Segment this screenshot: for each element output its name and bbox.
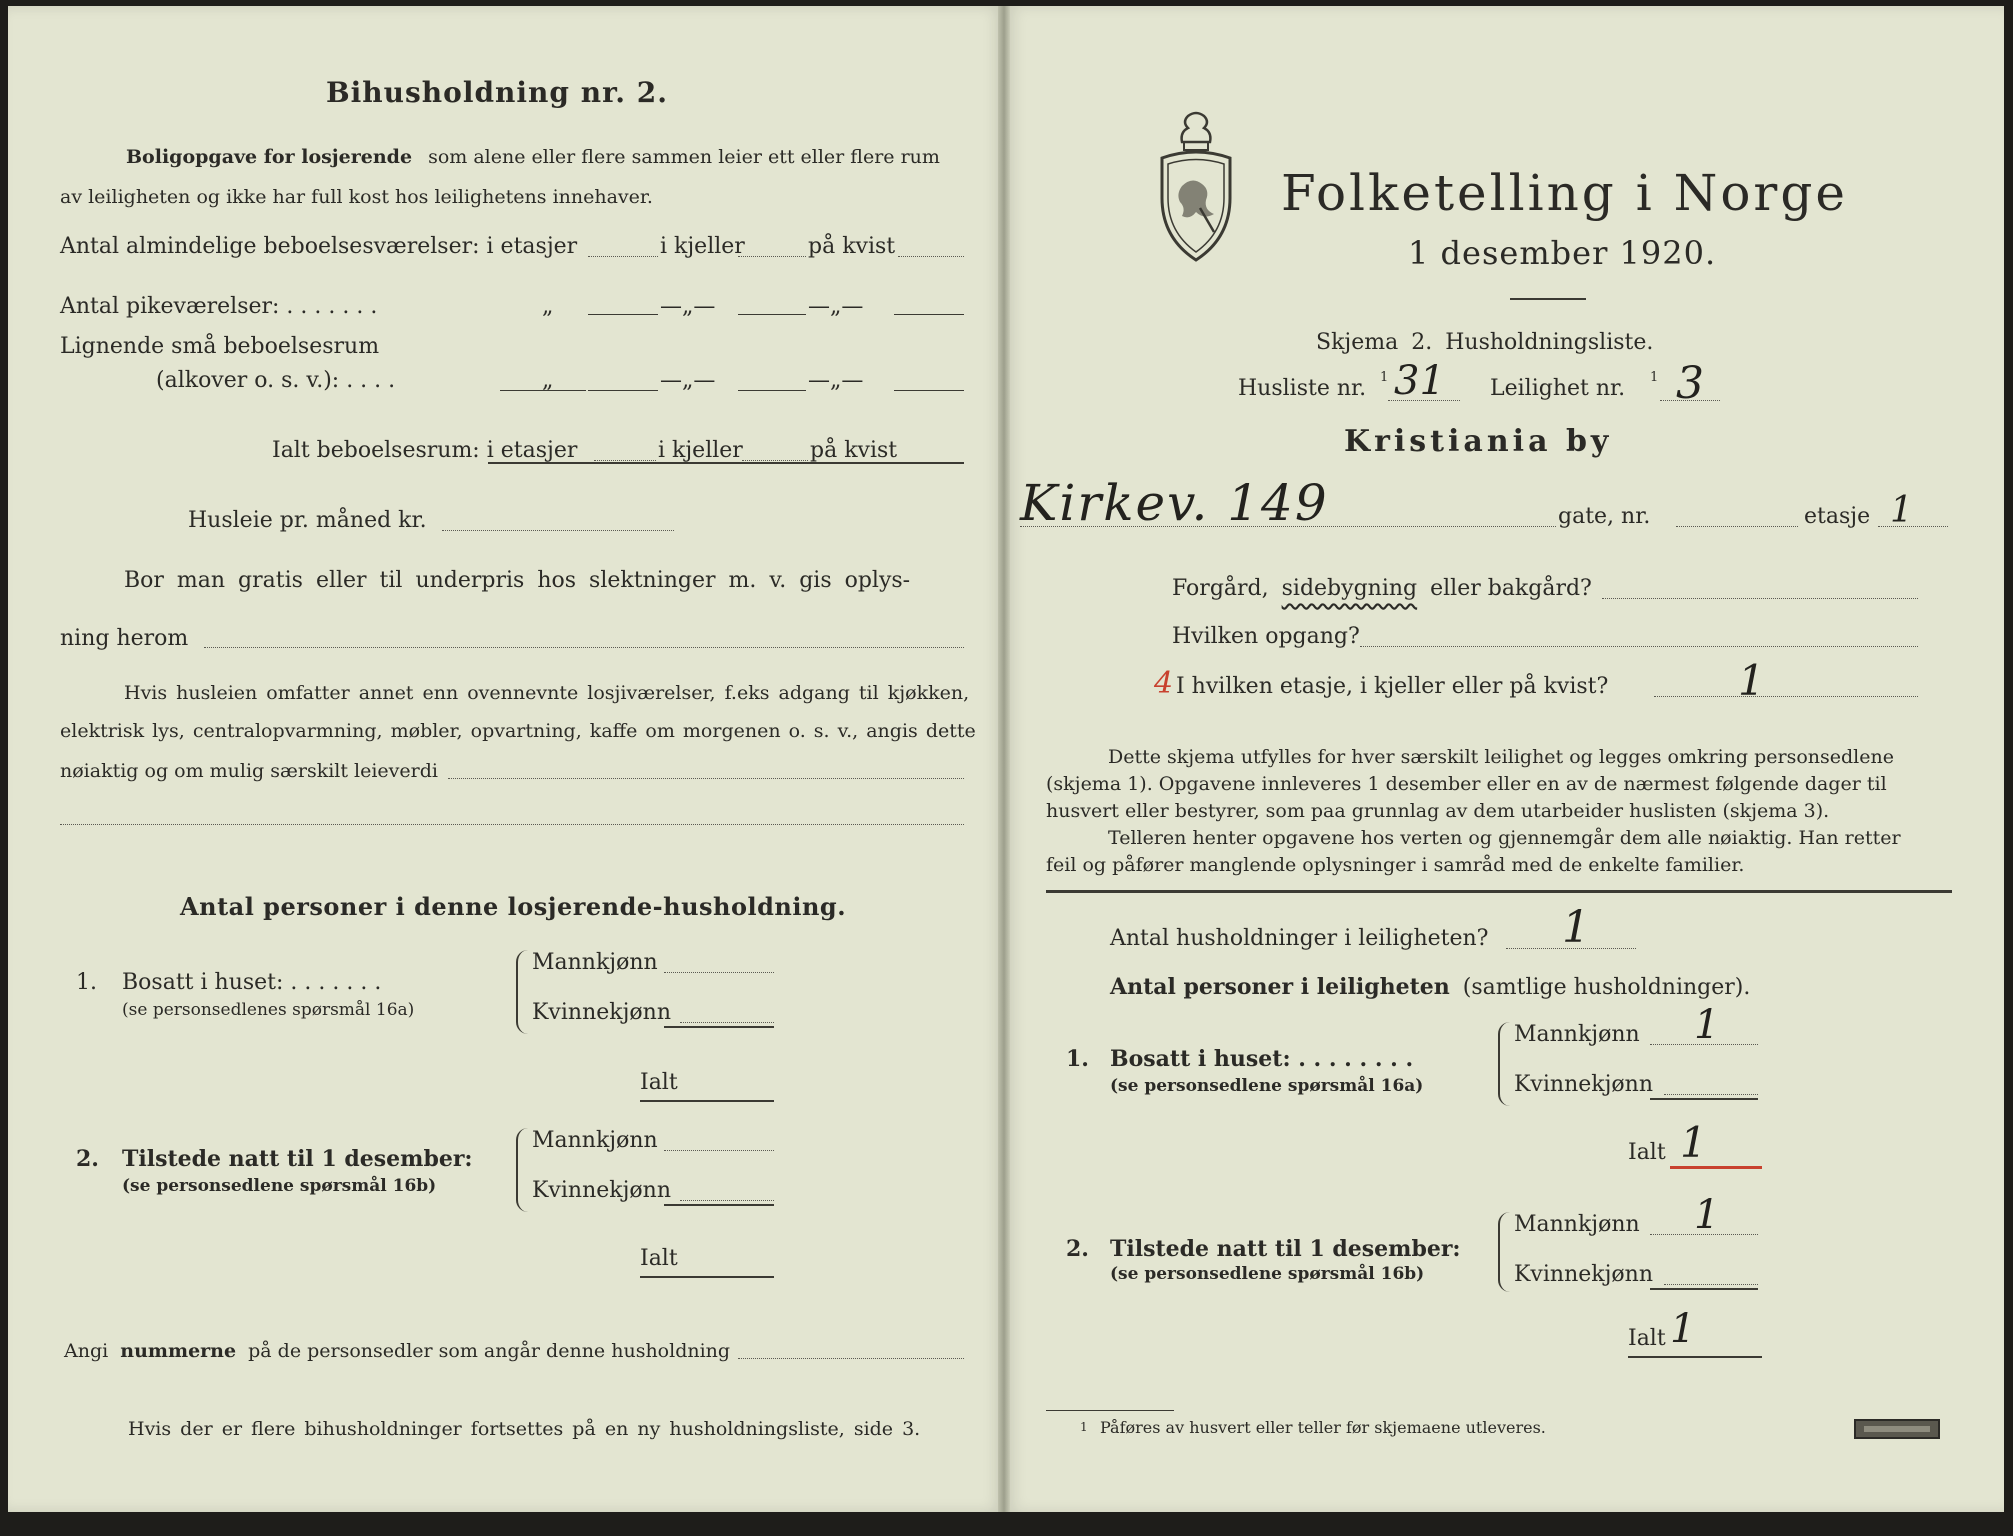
angi-rest: på de personsedler som angår denne husholdning <box>248 1340 731 1362</box>
ditto-dash-2: —„— <box>808 294 864 319</box>
intro-bold: Boligopgave for losjerende <box>126 146 413 168</box>
instructions-divider <box>1046 890 1952 893</box>
norwegian-lion-crest-icon <box>1154 110 1238 264</box>
right-q1-label: Bosatt i huset: . . . . . . . . <box>1110 1046 1414 1072</box>
antal-personer-heading: Antal personer i denne losjerende-husholdning. <box>180 892 847 921</box>
right-q1-mann-value[interactable]: 1 <box>1694 1002 1720 1048</box>
kvist-blank[interactable] <box>898 256 964 257</box>
pike-blank-3[interactable] <box>894 314 964 315</box>
etasje-question-blank[interactable] <box>1654 696 1918 697</box>
center-fold <box>998 6 1010 1512</box>
right-q2-kvinne-blank[interactable] <box>1664 1284 1758 1285</box>
right-q2-mann-blank[interactable] <box>1650 1234 1758 1235</box>
angi-line <box>64 1340 730 1362</box>
hvis-line-3: nøiaktig og om mulig særskilt leieverdi <box>60 760 438 782</box>
right-q1-sum-rule <box>1650 1098 1758 1100</box>
herom-blank[interactable] <box>204 647 964 648</box>
antal-hush-label: Antal husholdninger i leiligheten? <box>1110 926 1489 951</box>
right-q2-mann-value[interactable]: 1 <box>1694 1192 1720 1238</box>
antal-hush-value[interactable]: 1 <box>1562 902 1590 953</box>
forgaard-line <box>1172 576 1592 601</box>
right-q2-ialt: Ialt <box>1628 1326 1666 1351</box>
right-q1-kvinne-blank[interactable] <box>1664 1094 1758 1095</box>
alkover-blank-1[interactable] <box>588 390 658 391</box>
etasje-value[interactable]: 1 <box>1890 490 1913 531</box>
right-q2-kvinne: Kvinnekjønn <box>1514 1262 1653 1287</box>
forgaard-sidebygning[interactable]: sidebygning <box>1281 576 1418 601</box>
antal-hush-blank[interactable] <box>1506 948 1636 949</box>
left-footer: Hvis der er flere bihusholdninger fortsettes på en ny husholdningsliste, side 3. <box>128 1418 921 1440</box>
opgang-label: Hvilken opgang? <box>1172 624 1360 649</box>
right-q1-ialt-red-line[interactable] <box>1670 1166 1762 1169</box>
right-q2-mann: Mannkjønn <box>1514 1212 1640 1237</box>
ditto-dash-4: —„— <box>808 368 864 393</box>
ialt-kjeller-blank[interactable] <box>742 460 808 461</box>
ialt-rum-label: Ialt beboelsesrum: i etasjer <box>272 438 578 463</box>
title-divider <box>1510 298 1586 300</box>
ditto-dash-1: —„— <box>660 294 716 319</box>
right-q1-ialt: Ialt <box>1628 1140 1666 1165</box>
husliste-blank[interactable] <box>1388 400 1460 401</box>
gate-nr-label: gate, nr. <box>1558 504 1651 529</box>
q4-red-mark: 4 <box>1154 666 1174 701</box>
left-q2-sub: (se personsedlene spørsmål 16b) <box>122 1176 437 1196</box>
husholdningsliste-label: Husholdningsliste. <box>1445 330 1654 355</box>
left-q1-mann: Mannkjønn <box>532 950 658 975</box>
leilighet-footnote-mark: 1 <box>1650 370 1659 385</box>
left-q2-ialt: Ialt <box>640 1246 678 1271</box>
right-q1-num: 1. <box>1066 1046 1089 1072</box>
right-q2-ialt-value[interactable]: 1 <box>1670 1306 1696 1352</box>
antal-pers-bold: Antal personer i leiligheten <box>1110 974 1450 1000</box>
left-q2-mann: Mannkjønn <box>532 1128 658 1153</box>
street-blank[interactable] <box>1020 526 1556 527</box>
husliste-label: Husliste nr. <box>1238 376 1367 401</box>
right-q1-kvinne: Kvinnekjønn <box>1514 1072 1653 1097</box>
right-q2-label: Tilstede natt til 1 desember: <box>1110 1236 1461 1262</box>
right-title: Folketelling i Norge <box>1281 164 1848 222</box>
pike-blank-2[interactable] <box>738 314 806 315</box>
city-heading: Kristiania by <box>1344 424 1613 459</box>
street-value[interactable]: Kirkev. 149 <box>1020 474 1329 532</box>
skjema-number: 2. <box>1411 330 1433 355</box>
left-q1-ialt-line[interactable] <box>640 1100 774 1102</box>
leilighet-blank[interactable] <box>1660 400 1720 401</box>
husliste-value[interactable]: 31 <box>1394 358 1445 404</box>
left-q2-num: 2. <box>76 1146 99 1172</box>
ditto-dash-3: —„— <box>660 368 716 393</box>
left-q2-mann-blank[interactable] <box>664 1150 774 1151</box>
footnote-text: Påføres av husvert eller teller før skjemaene utleveres. <box>1100 1418 1546 1437</box>
opgang-blank[interactable] <box>1360 646 1918 647</box>
gate-nr-blank[interactable] <box>1676 526 1798 527</box>
left-q2-kvinne: Kvinnekjønn <box>532 1178 671 1203</box>
angi-bold: nummerne <box>120 1340 237 1362</box>
alkover-blank-2[interactable] <box>738 390 806 391</box>
right-q1-mann-blank[interactable] <box>1650 1044 1758 1045</box>
footnote-rule <box>1046 1410 1174 1411</box>
left-q2-sum-rule <box>664 1204 774 1206</box>
etasje-label: etasje <box>1804 504 1871 529</box>
right-date: 1 desember 1920. <box>1408 234 1717 272</box>
alkover-blank-3[interactable] <box>894 390 964 391</box>
bor-man-label: Bor man gratis eller til underpris hos slektninger m. v. gis oplys- <box>124 568 911 593</box>
forgaard-rest: eller bakgård? <box>1430 576 1592 601</box>
ialt-kvist-label: på kvist <box>810 438 898 463</box>
leilighet-value[interactable]: 3 <box>1676 358 1704 409</box>
leieverdi-blank-2[interactable] <box>60 824 964 825</box>
left-q1-kvinne: Kvinnekjønn <box>532 1000 671 1025</box>
footnote-mark: 1 <box>1080 1420 1088 1434</box>
right-q1-mann: Mannkjønn <box>1514 1022 1640 1047</box>
forgaard-blank[interactable] <box>1602 598 1918 599</box>
ialt-etasjer-blank[interactable] <box>594 460 656 461</box>
para2-line-1: Telleren henter opgavene hos verten og gjennemgår dem alle nøiaktig. Han retter <box>1108 827 1901 849</box>
etasje-blank[interactable] <box>1878 526 1948 527</box>
left-q1-sum-rule <box>664 1026 774 1028</box>
angi-pre: Angi <box>64 1340 109 1362</box>
angi-blank[interactable] <box>738 1358 964 1359</box>
left-q2-brace <box>516 1128 532 1212</box>
lignende-label: Lignende små beboelsesrum <box>60 334 380 359</box>
instructions-paragraph <box>1046 744 1952 879</box>
skjema-label: Skjema <box>1316 330 1399 355</box>
forgaard-pre: Forgård, <box>1172 576 1269 601</box>
kjeller-blank[interactable] <box>738 256 806 257</box>
right-q2-sum-rule <box>1650 1288 1758 1290</box>
printer-stamp-icon <box>1854 1418 1940 1440</box>
right-q1-brace <box>1498 1022 1514 1106</box>
antal-alm-label: Antal almindelige beboelsesværelser: i etasjer <box>60 234 578 259</box>
right-page <box>1004 6 2004 1512</box>
left-q2-label: Tilstede natt til 1 desember: <box>122 1146 473 1172</box>
kvist-label: på kvist <box>808 234 896 259</box>
right-q2-brace <box>1498 1212 1514 1292</box>
ditto-mark-2: „ <box>542 368 554 393</box>
kjeller-label: i kjeller <box>660 234 745 259</box>
leieverdi-blank[interactable] <box>448 778 964 779</box>
intro-line-2: av leiligheten og ikke har full kost hos leilighetens innehaver. <box>60 186 653 208</box>
husleie-blank[interactable] <box>442 530 674 531</box>
antal-pers-line <box>1110 974 1750 1000</box>
antal-pike-label: Antal pikeværelser: . . . . . . . <box>60 294 378 319</box>
etasje-question-value[interactable]: 1 <box>1738 656 1765 705</box>
etasje-question: I hvilken etasje, i kjeller eller på kvist? <box>1176 674 1609 699</box>
husliste-footnote-mark: 1 <box>1380 370 1389 385</box>
antal-pers-rest: (samtlige husholdninger). <box>1462 975 1751 1000</box>
right-q1-ialt-value[interactable]: 1 <box>1680 1118 1707 1167</box>
left-title: Bihusholdning nr. 2. <box>326 76 668 109</box>
para1-line-1: Dette skjema utfylles for hver særskilt leilighet og legges omkring personsedlene <box>1108 746 1894 768</box>
left-q2-ialt-line[interactable] <box>640 1276 774 1278</box>
ning-herom-label: ning herom <box>60 626 189 651</box>
left-q1-brace <box>516 950 532 1034</box>
left-q1-ialt: Ialt <box>640 1070 678 1095</box>
hvis-line-2: elektrisk lys, centralopvarmning, møbler, opvartning, kaffe om morgenen o. s. v., angis dette <box>60 720 976 742</box>
para1-line-3: husvert eller bestyrer, som paa grunnlag av dem utarbeider huslisten (skjema 3). <box>1046 800 1830 822</box>
leilighet-label: Leilighet nr. <box>1490 376 1626 401</box>
left-page <box>8 6 1004 1512</box>
husleie-label: Husleie pr. måned kr. <box>188 508 427 533</box>
para1-line-2: (skjema 1). Opgavene innleveres 1 desember eller en av de nærmest følgende dager til <box>1046 773 1887 795</box>
pike-blank-1[interactable] <box>588 314 658 315</box>
right-q2-num: 2. <box>1066 1236 1089 1262</box>
intro-rest: som alene eller flere sammen leier ett eller flere rum <box>428 146 940 168</box>
para2-line-2: feil og påfører manglende oplysninger i samråd med de enkelte familier. <box>1046 854 1745 876</box>
right-q1-sub: (se personsedlene spørsmål 16a) <box>1110 1076 1424 1096</box>
left-q2-kvinne-blank[interactable] <box>680 1200 774 1201</box>
left-q1-num: 1. <box>76 970 97 995</box>
etasjer-blank[interactable] <box>588 256 658 257</box>
right-q2-ialt-line[interactable] <box>1628 1356 1762 1358</box>
left-q1-kvinne-blank[interactable] <box>680 1022 774 1023</box>
skjema-line <box>1316 330 1653 355</box>
intro-line-1 <box>126 146 940 168</box>
left-q1-mann-blank[interactable] <box>664 972 774 973</box>
hvis-line-1: Hvis husleien omfatter annet enn ovennevnte losjiværelser, f.eks adgang til kjøkken, <box>124 682 970 704</box>
left-q1-sub: (se personsedlenes spørsmål 16a) <box>122 1000 415 1020</box>
right-q2-sub: (se personsedlene spørsmål 16b) <box>1110 1264 1425 1284</box>
ditto-mark: „ <box>542 294 554 319</box>
ialt-kjeller-label: i kjeller <box>658 438 743 463</box>
left-q1-label: Bosatt i huset: . . . . . . . <box>122 970 382 995</box>
alkover-label: (alkover o. s. v.): . . . . <box>156 368 396 393</box>
